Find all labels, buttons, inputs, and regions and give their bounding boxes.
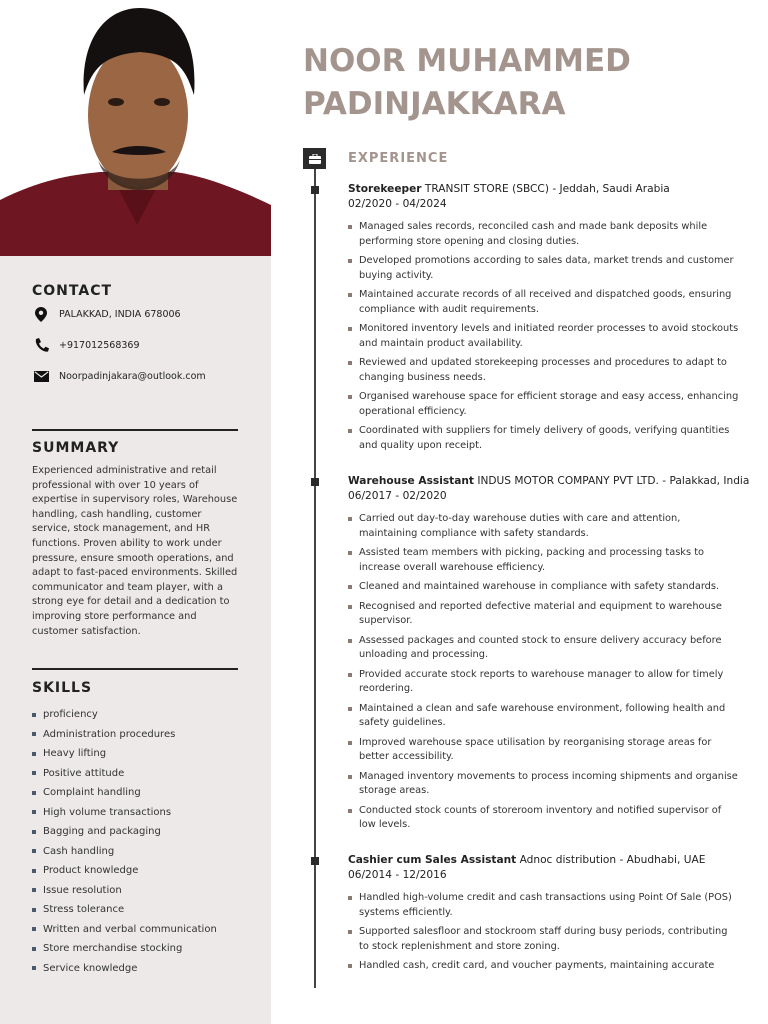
skill-item	[32, 939, 217, 959]
skill-label: Cash handling	[43, 845, 115, 857]
skill-label: Store merchandise stocking	[43, 943, 183, 955]
skill-item	[32, 822, 217, 842]
bullet-icon	[32, 830, 36, 834]
skill-label: Administration procedures	[43, 728, 176, 740]
profile-photo	[0, 0, 271, 256]
skill-item	[32, 842, 217, 862]
job-company: TRANSIT STORE (SBCC) - Jeddah, Saudi Arabia	[421, 183, 670, 195]
summary-text: Experienced administrative and retail professional with over 10 years of expertise in supervisory roles, Warehouse handling, cash handling, customer service, stock management, and HR functions. Proven ability to work under pressure, ensure smooth operations, and adapt to fast-paced environments. Skilled communicator and team player, with a strong eye for detail and a dedication to improving store performance and customer satisfaction.	[32, 465, 238, 637]
bullet-icon	[32, 849, 36, 853]
bullet-icon	[32, 869, 36, 873]
skill-label: Stress tolerance	[43, 904, 125, 916]
list-item: Managed inventory movements to process incoming shipments and organise storage areas.	[348, 770, 740, 799]
timeline-line	[314, 168, 316, 988]
bullet-icon	[32, 752, 36, 756]
contact-heading: CONTACT	[32, 283, 113, 299]
envelope-icon	[32, 368, 50, 384]
skill-label: Complaint handling	[43, 787, 141, 799]
job-company: Adnoc distribution - Abudhabi, UAE	[516, 854, 706, 866]
bullet-icon	[32, 791, 36, 795]
skill-label: Service knowledge	[43, 962, 138, 974]
address-text: PALAKKAD, INDIA 678006	[59, 308, 181, 320]
bullet-icon	[32, 947, 36, 951]
summary-divider	[32, 429, 238, 431]
skill-item	[32, 744, 217, 764]
skill-item	[32, 705, 217, 725]
job-dates: 06/2017 - 02/2020	[348, 490, 447, 502]
list-item: Provided accurate stock reports to warehouse manager to allow for timely reordering.	[348, 668, 740, 697]
contact-phone	[32, 337, 140, 353]
skill-label: Bagging and packaging	[43, 826, 161, 838]
job-entry	[348, 853, 740, 979]
list-item: Handled high-volume credit and cash transactions using Point Of Sale (POS) systems efficiently.	[348, 891, 740, 920]
skill-label: Issue resolution	[43, 884, 122, 896]
phone-text: +917012568369	[59, 339, 140, 351]
skill-label: High volume transactions	[43, 806, 172, 818]
experience-heading: EXPERIENCE	[348, 151, 449, 166]
sidebar	[0, 0, 271, 1024]
candidate-name	[303, 40, 631, 126]
timeline-node	[311, 478, 319, 486]
job-company: INDUS MOTOR COMPANY PVT LTD. - Palakkad, India	[473, 475, 750, 487]
list-item: Coordinated with suppliers for timely delivery of goods, verifying quantities and quality upon receipt.	[348, 424, 740, 453]
list-item: Recognised and reported defective material and equipment to warehouse supervisor.	[348, 600, 740, 629]
contact-address	[32, 306, 181, 322]
job-header	[348, 474, 750, 489]
skill-label: Written and verbal communication	[43, 923, 217, 935]
list-item: Managed sales records, reconciled cash and made bank deposits while performing store opening and closing duties.	[348, 220, 740, 249]
skill-item	[32, 725, 217, 745]
location-pin-icon	[32, 306, 50, 322]
skill-item	[32, 920, 217, 940]
skill-item	[32, 861, 217, 881]
job-role: Warehouse Assistant	[348, 475, 474, 487]
job-header	[348, 182, 740, 197]
list-item: Assisted team members with picking, packing and processing tasks to increase overall warehouse efficiency.	[348, 546, 740, 575]
list-item: Reviewed and updated storekeeping processes and procedures to adapt to changing business needs.	[348, 356, 740, 385]
job-entry	[348, 182, 740, 458]
list-item: Improved warehouse space utilisation by reorganising storage areas for better accessibility.	[348, 736, 740, 765]
skills-heading: SKILLS	[32, 680, 93, 696]
list-item: Maintained a clean and safe warehouse environment, following health and safety guidelines.	[348, 702, 740, 731]
job-role: Storekeeper	[348, 183, 422, 195]
name-line-1: NOOR MUHAMMED	[303, 43, 631, 79]
skill-item	[32, 959, 217, 979]
list-item: Supported salesfloor and stockroom staff during busy periods, contributing to stock replenishment and store zoning.	[348, 925, 740, 954]
list-item: Assessed packages and counted stock to ensure delivery accuracy before unloading and processing.	[348, 634, 740, 663]
skill-item	[32, 803, 217, 823]
skill-item	[32, 783, 217, 803]
bullet-icon	[32, 908, 36, 912]
skill-label: Positive attitude	[43, 767, 125, 779]
job-role: Cashier cum Sales Assistant	[348, 854, 517, 866]
bullet-icon	[32, 927, 36, 931]
job-bullets	[348, 220, 740, 453]
list-item: Monitored inventory levels and initiated reorder processes to avoid stockouts and maintain product availability.	[348, 322, 740, 351]
skill-item	[32, 764, 217, 784]
job-dates: 06/2014 - 12/2016	[348, 869, 447, 881]
job-entry	[348, 474, 750, 838]
job-dates: 02/2020 - 04/2024	[348, 198, 447, 210]
list-item: Organised warehouse space for efficient storage and easy access, enhancing operational efficiency.	[348, 390, 740, 419]
timeline-node	[311, 857, 319, 865]
list-item: Maintained accurate records of all received and dispatched goods, ensuring compliance with audit requirements.	[348, 288, 740, 317]
job-header	[348, 853, 740, 868]
briefcase-icon	[303, 148, 326, 169]
skill-label: proficiency	[43, 709, 98, 721]
skill-label: Product knowledge	[43, 865, 139, 877]
job-bullets	[348, 512, 740, 833]
job-bullets	[348, 891, 740, 974]
email-text: Noorpadinjakara@outlook.com	[59, 370, 206, 382]
list-item: Carried out day-to-day warehouse duties with care and attention, maintaining compliance with safety standards.	[348, 512, 740, 541]
list-item: Conducted stock counts of storeroom inventory and notified supervisor of low levels.	[348, 804, 740, 833]
skills-divider	[32, 668, 238, 670]
skill-item	[32, 881, 217, 901]
skills-list	[32, 705, 217, 978]
bullet-icon	[32, 771, 36, 775]
contact-email	[32, 368, 206, 384]
bullet-icon	[32, 810, 36, 814]
list-item: Handled cash, credit card, and voucher payments, maintaining accurate	[348, 959, 740, 974]
list-item: Developed promotions according to sales data, market trends and customer buying activity.	[348, 254, 740, 283]
bullet-icon	[32, 888, 36, 892]
list-item: Cleaned and maintained warehouse in compliance with safety standards.	[348, 580, 740, 595]
phone-icon	[32, 337, 50, 353]
bullet-icon	[32, 966, 36, 970]
name-line-2: PADINJAKKARA	[303, 86, 566, 122]
summary-heading: SUMMARY	[32, 440, 120, 456]
bullet-icon	[32, 713, 36, 717]
bullet-icon	[32, 732, 36, 736]
skill-item	[32, 900, 217, 920]
timeline-node	[311, 186, 319, 194]
skill-label: Heavy lifting	[43, 748, 107, 760]
